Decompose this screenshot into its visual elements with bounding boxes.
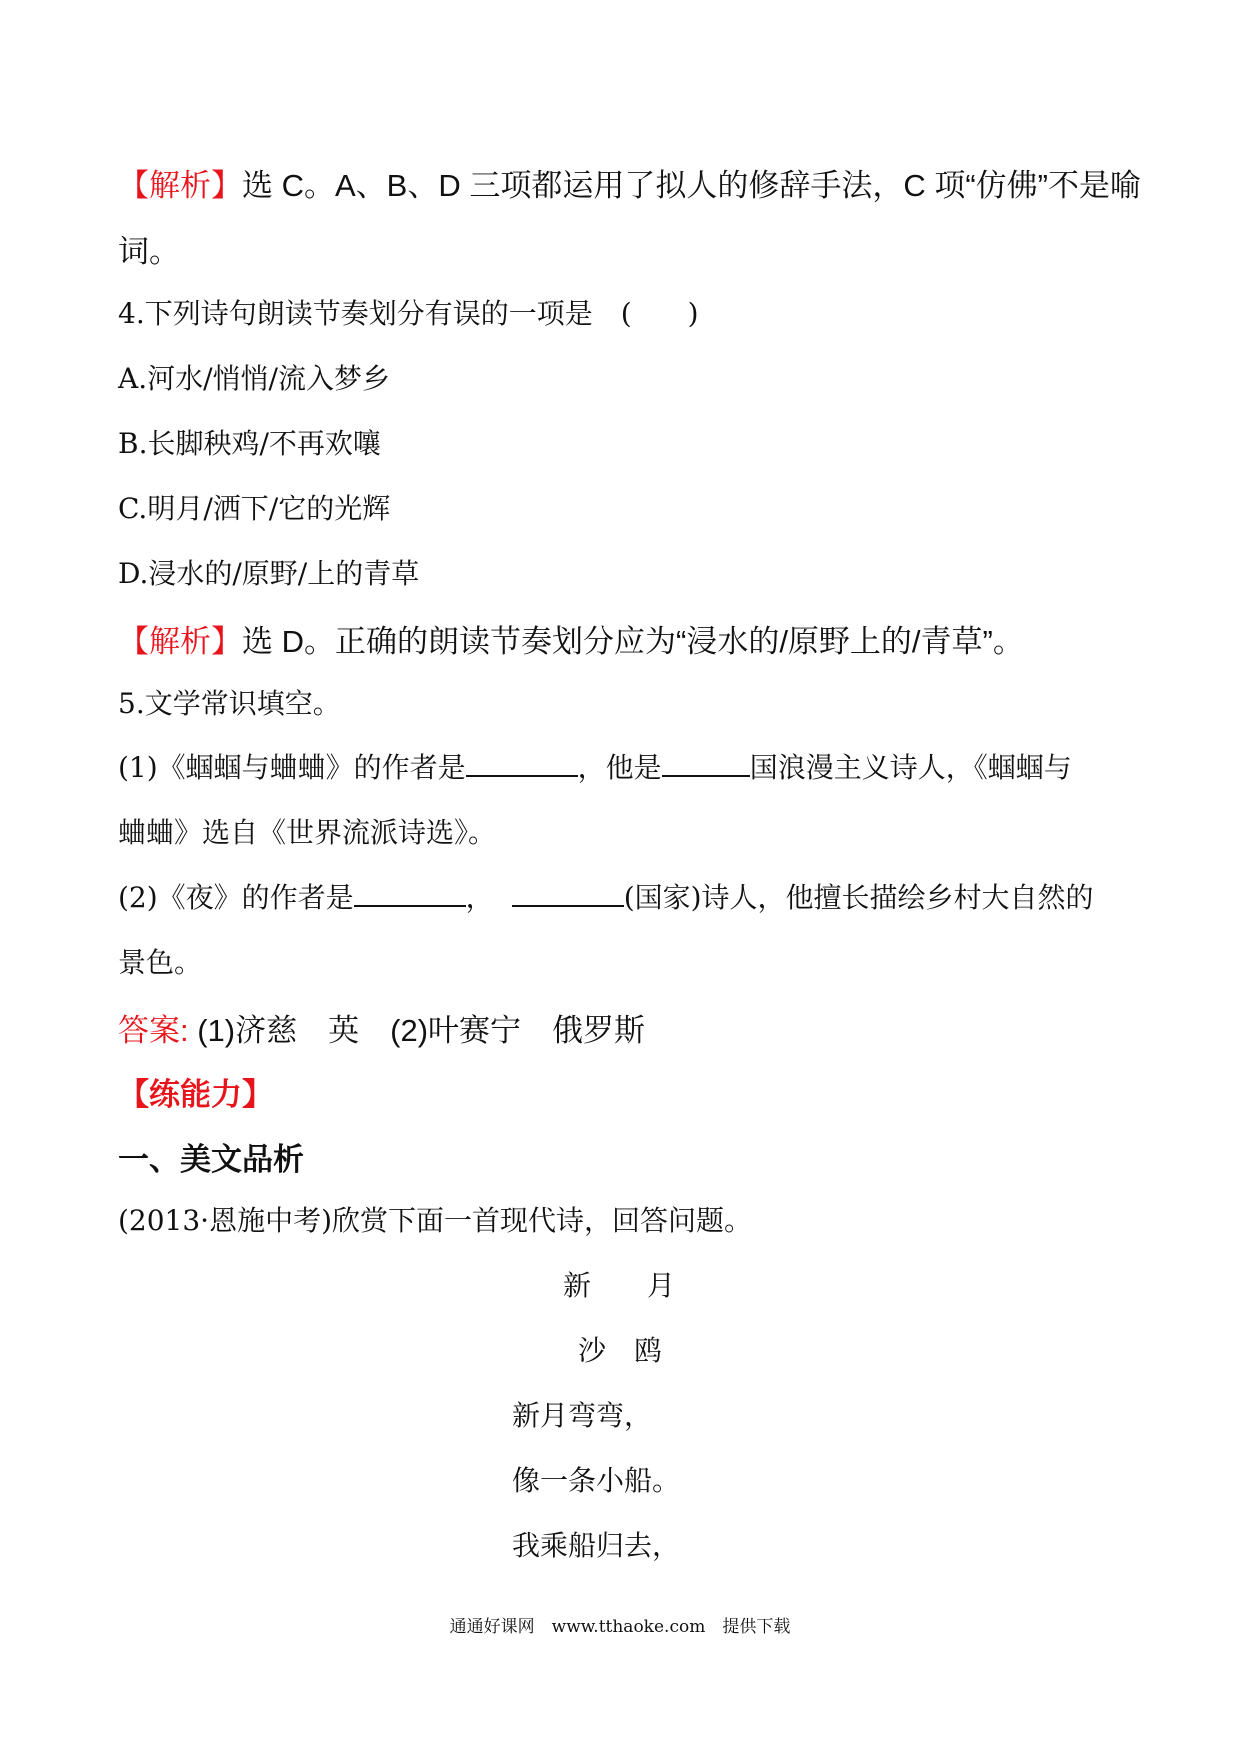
q5-part1-line-2: 蛐蛐》选自《世界流派诗选》。 (118, 816, 497, 849)
q5-part1-text-a: (1)《蝈蝈与蛐蛐》的作者是 (118, 751, 466, 784)
q4-option-d: D.浸水的/原野/上的青草 (118, 557, 420, 590)
q5-part2-text-c: (国家)诗人，他擅长描绘乡村大自然的 (623, 881, 1094, 914)
q4-analysis (118, 616, 1024, 661)
page-footer: 通通好课网 www.tthaoke.com 提供下载 (449, 1617, 791, 1637)
analysis-text: 选 C。A、B、D 三项都运用了拟人的修辞手法，C 项“仿佛”不是喻 (242, 168, 1141, 203)
poem-author: 沙 鸥 (578, 1334, 663, 1367)
poem-line-1: 新月弯弯， (512, 1399, 653, 1432)
q5-part2-text-a: (2)《夜》的作者是 (118, 881, 354, 914)
q4-option-b: B.长脚秧鸡/不再欢嚷 (118, 427, 381, 460)
reading-intro: (2013·恩施中考)欣赏下面一首现代诗，回答问题。 (118, 1204, 753, 1237)
blank-3 (354, 904, 466, 907)
poem-line-2: 像一条小船。 (512, 1464, 681, 1497)
q5-stem: 5.文学常识填空。 (118, 687, 341, 720)
q5-part2-line-1 (118, 876, 1094, 916)
answer-tag: 答案: (118, 1013, 189, 1048)
q3-analysis-line-2: 词。 (118, 234, 180, 269)
analysis-tag: 【解析】 (118, 168, 242, 203)
q4-option-c: C.明月/洒下/它的光辉 (118, 492, 391, 525)
q5-part2-text-b: ， (465, 881, 494, 914)
blank-4 (512, 904, 624, 907)
q5-part1-line-1 (118, 746, 1072, 786)
blank-1 (466, 774, 578, 777)
answer-text: (1)济慈 英 (2)叶赛宁 俄罗斯 (188, 1013, 646, 1048)
q5-part1-text-c: 国浪漫主义诗人，《蝈蝈与 (749, 751, 1072, 784)
q5-answer (118, 1005, 645, 1050)
analysis-tag: 【解析】 (118, 624, 242, 659)
section-heading: 一、美文品析 (118, 1142, 304, 1177)
section-tag: 【练能力】 (118, 1077, 273, 1112)
q5-part1-text-b: ，他是 (577, 751, 662, 784)
q4-option-a: A.河水/悄悄/流入梦乡 (118, 362, 390, 395)
analysis-text: 选 D。正确的朗读节奏划分应为“浸水的/原野上的/青草”。 (242, 624, 1024, 659)
poem-line-3: 我乘船归去， (512, 1529, 681, 1562)
poem-title: 新 月 (563, 1269, 676, 1302)
blank-2 (662, 774, 750, 777)
q3-analysis-line-1 (118, 160, 1141, 205)
q5-part2-line-2: 景色。 (118, 946, 203, 979)
q4-stem: 4.下列诗句朗读节奏划分有误的一项是 ( ) (118, 297, 699, 330)
